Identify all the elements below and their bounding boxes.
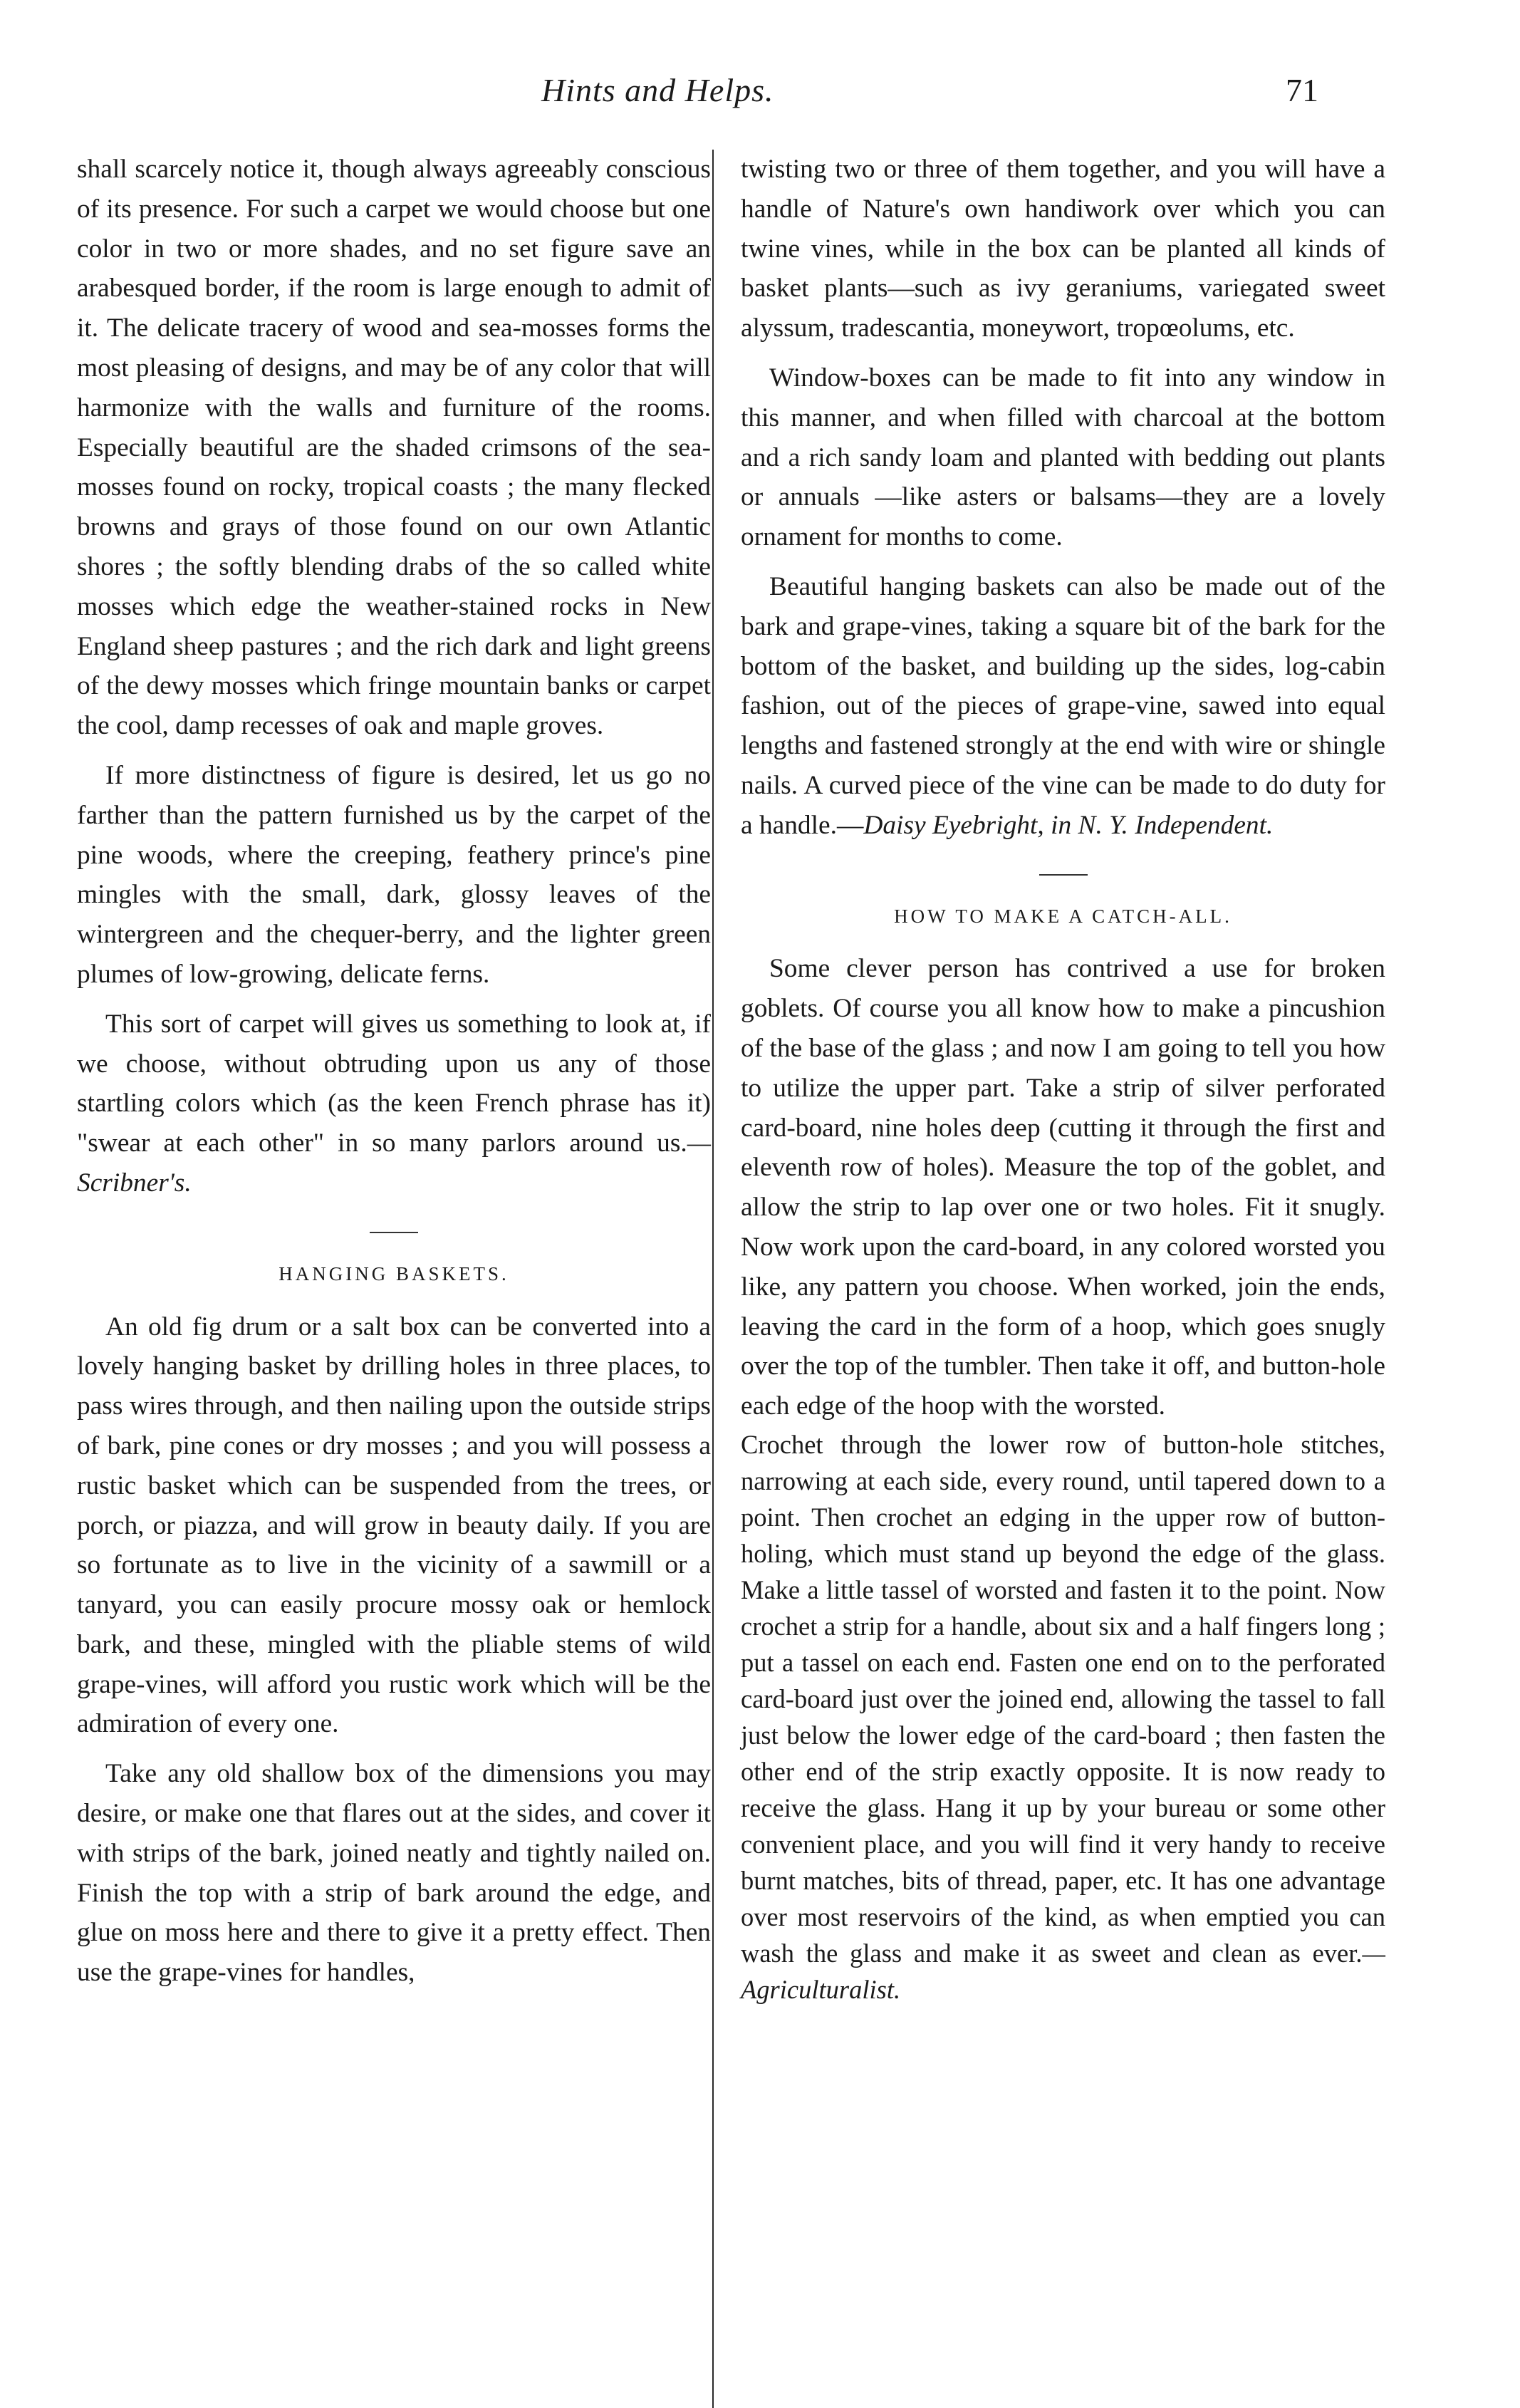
source-attribution: —Scribner's. <box>77 1128 711 1198</box>
paragraph: shall scarcely notice it, though always agreeably conscious of its presence. For such a carpet we would choose but one color in two or more shades, and no set figure save an arabesqued border, if the room is large enough to admit of it. The delicate tracery of wood and sea-mosses forms the most pleasing of designs, and may be of any color that will harmonize with the walls and furniture of the rooms. Especially beautiful are the shaded crimsons of the sea-mosses found on rocky, tropical coasts ; the many flecked browns and grays of those found on our own Atlantic shores ; the softly blending drabs of the so called white mosses which edge the weather-stained rocks in New England sheep pastures ; and the rich dark and light greens of the dewy mosses which fringe mountain banks or carpet the cool, damp recesses of oak and maple groves. <box>77 155 711 741</box>
section-heading: HOW TO MAKE A CATCH-ALL. <box>894 905 1232 927</box>
section-rule <box>1039 874 1088 876</box>
page-number: 71 <box>1286 72 1318 108</box>
source-attribution: —Agriculturalist. <box>741 1938 1385 2004</box>
left-column <box>77 150 711 1993</box>
source-attribution: Daisy Eyebright, in N. Y. Independent. <box>863 810 1274 840</box>
page-title: Hints and Helps. <box>541 72 774 108</box>
paragraph <box>741 567 1385 846</box>
section-heading: HANGING BASKETS. <box>279 1262 509 1285</box>
section-rule <box>370 1232 418 1233</box>
paragraph: twisting two or three of them together, and you will have a handle of Nature's own handiwork over which you can twine vines, while in the box can be planted all kinds of basket plants—such as ivy geraniums, variegated sweet alyssum, tradescantia, moneywort, tropœolums, etc. <box>741 155 1385 343</box>
running-header <box>0 71 1520 128</box>
paragraph: Take any old shallow box of the dimensions you may desire, or make one that flares out at the sides, and cover it with strips of the bark, joined neatly and tightly nailed on. Finish the top with a strip of bark around the edge, and glue on moss here and there to give it a pretty effect. Then use the grape-vines for handles, <box>77 1759 711 1988</box>
paragraph-text: Crochet through the lower row of button-hole stitches, narrowing at each side, every round, until tapered down to a point. Then crochet an edging in the upper row of button-holing, which must stand up beyond the edge of the glass. Make a little tassel of worsted and fasten it to the point. Now crochet a strip for a handle, about six and a half fingers long ; put a tassel on each end. Fasten one end on to the perforated card-board just over the joined end, allowing the tassel to fall just below the lower edge of the card-board ; then fasten the other end of the strip exactly opposite. It is now ready to receive the glass. Hang it up by your bureau or some other convenient place, and you will find it very handy to receive burnt matches, bits of thread, paper, etc. It has one advantage over most reservoirs of the kind, as when emptied you can wash the glass and make it as sweet and clean as ever. <box>741 1429 1385 1968</box>
column-divider <box>712 150 714 2408</box>
paragraph-text: Beautiful hanging baskets can also be made out of the bark and grape-vines, taking a square bit of the bark for the bottom of the basket, and building up the sides, log-cabin fashion, out of the pieces of grape-vine, sawed into equal lengths and fastened strongly at the end with wire or shingle nails. A curved piece of the vine can be made to do duty for a handle.— <box>741 571 1385 840</box>
paragraph: If more distinctness of figure is desired, let us go no farther than the pattern furnished us by the carpet of the pine woods, where the creeping, feathery prince's pine mingles with the small, dark, glossy leaves of the wintergreen and the chequer-berry, and the lighter green plumes of low-growing, delicate ferns. <box>77 760 711 989</box>
paragraph <box>741 1426 1385 2008</box>
paragraph: Some clever person has contrived a use for broken goblets. Of course you all know how to make a pincushion of the base of the glass ; and now I am going to tell you how to utilize the upper part. Take a strip of silver perforated card-board, nine holes deep (cutting it through the first and eleventh row of holes). Measure the top of the goblet, and allow the strip to lap over one or two holes. Fit it snugly. Now work upon the card-board, in any colored worsted you like, any pattern you choose. When worked, join the ends, leaving the card in the form of a hoop, which goes snugly over the top of the tumbler. Then take it off, and button-hole each edge of the hoop with the worsted. <box>741 954 1385 1421</box>
right-column <box>741 150 1385 2008</box>
paragraph: An old fig drum or a salt box can be converted into a lovely hanging basket by drilling holes in three places, to pass wires through, and then nailing upon the outside strips of bark, pine cones or dry mosses ; and you will possess a rustic basket which can be suspended from the trees, or porch, or piazza, and will grow in beauty daily. If you are so fortunate as to live in the vicinity of a sawmill or a tanyard, you can easily procure mossy oak or hemlock bark, and these, mingled with the pliable stems of wild grape-vines, will afford you rustic work which will be the admiration of every one. <box>77 1312 711 1739</box>
paragraph <box>77 1005 711 1203</box>
paragraph-text: This sort of carpet will gives us something to look at, if we choose, without obtruding upon us any of those startling colors which (as the keen French phrase has it) "swear at each other" in so many parlors around us. <box>77 1009 711 1158</box>
paragraph: Window-boxes can be made to fit into any window in this manner, and when filled with charcoal at the bottom and a rich sandy loam and planted with bedding out plants or annuals —like asters or balsams—they are a lovely ornament for months to come. <box>741 363 1385 552</box>
